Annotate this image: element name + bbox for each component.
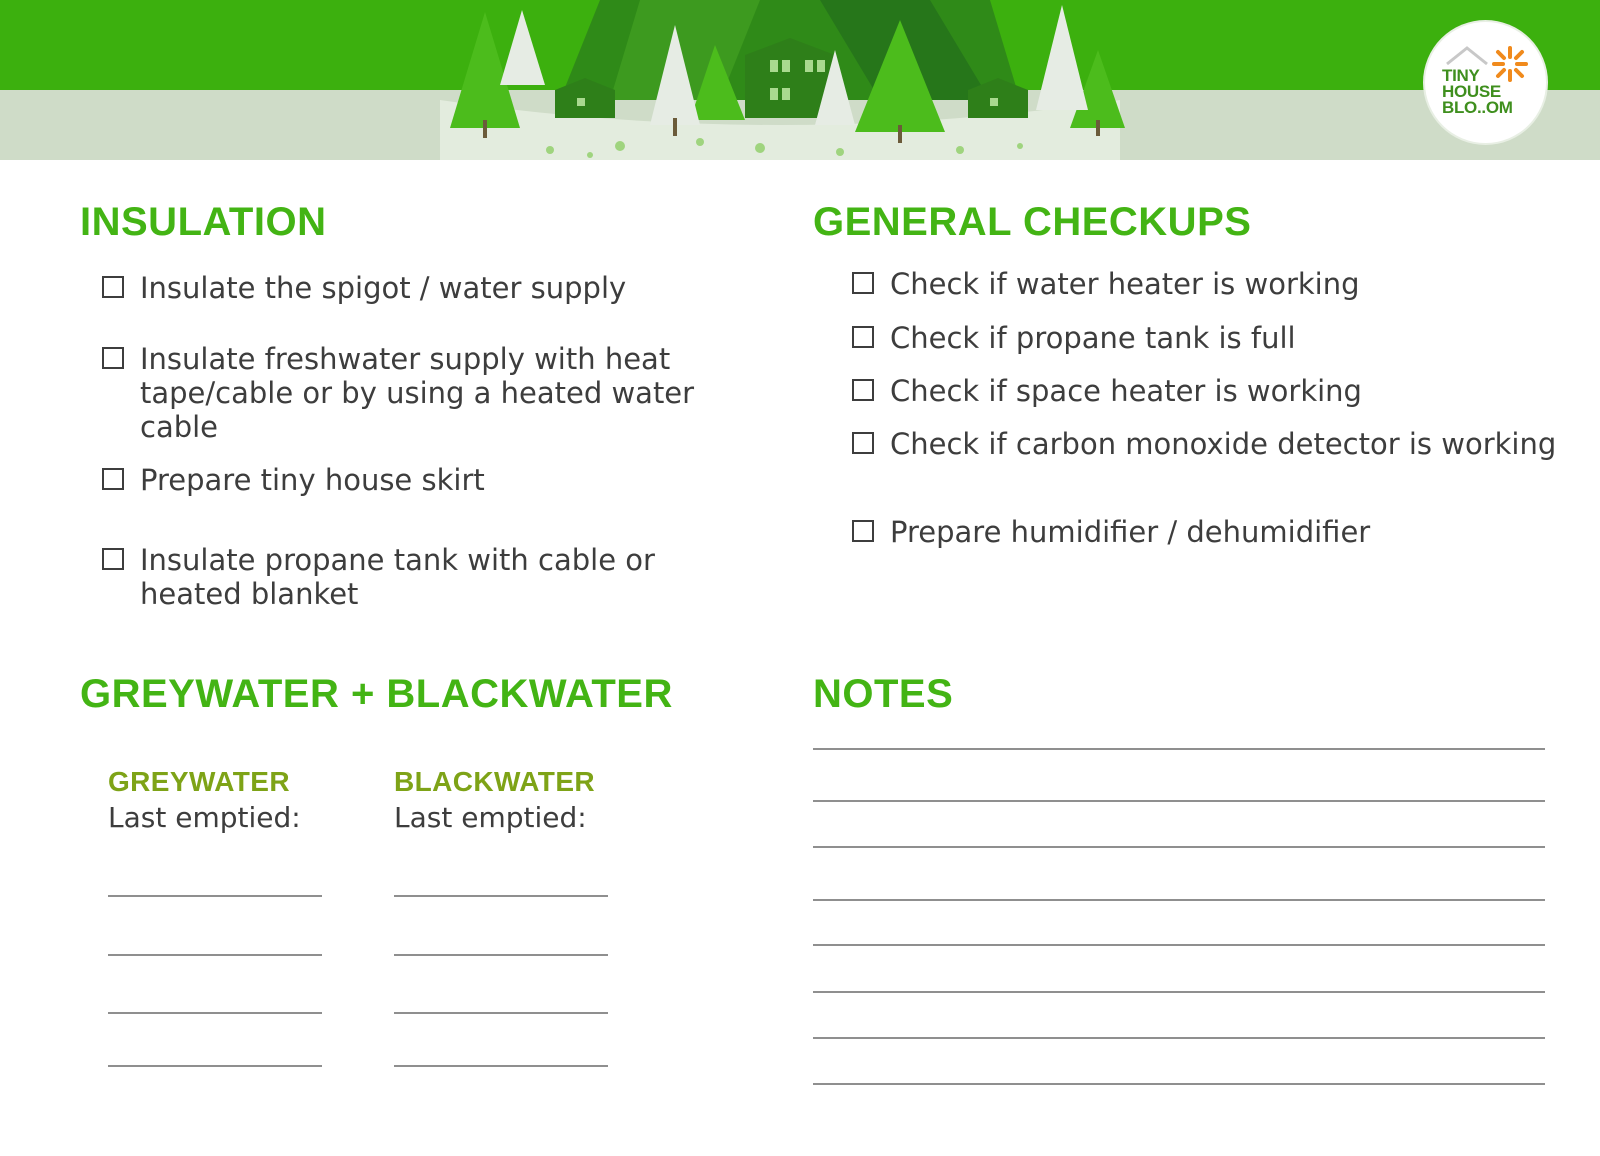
- checklist-item-label: Check if water heater is working: [890, 267, 1360, 301]
- header-banner: [0, 0, 1600, 160]
- checkbox[interactable]: [852, 379, 874, 401]
- checklist-item-insulate-propane[interactable]: [102, 543, 742, 611]
- checkbox[interactable]: [102, 548, 124, 570]
- blackwater-date-line[interactable]: [394, 954, 608, 956]
- checklist-item-label: Prepare tiny house skirt: [140, 463, 485, 497]
- checklist-item-label: Check if carbon monoxide detector is working: [890, 427, 1557, 461]
- checklist-item-insulate-freshwater[interactable]: [102, 342, 742, 444]
- insulation-heading: INSULATION: [80, 200, 327, 244]
- checkbox[interactable]: [102, 276, 124, 298]
- notes-line[interactable]: [813, 1037, 1545, 1039]
- greywater-last-emptied-label: Last emptied:: [108, 801, 301, 834]
- checklist-item-label: Insulate freshwater supply with heat tape/cable or by using a heated water cable: [140, 342, 695, 444]
- checklist-item-propane-tank[interactable]: [852, 321, 1562, 355]
- tinyhouseblog-logo: [1425, 22, 1546, 143]
- notes-line[interactable]: [813, 944, 1545, 946]
- checkbox[interactable]: [852, 432, 874, 454]
- greywater-date-line[interactable]: [108, 1065, 322, 1067]
- notes-line[interactable]: [813, 899, 1545, 901]
- checkbox[interactable]: [852, 520, 874, 542]
- greywater-date-line[interactable]: [108, 1012, 322, 1014]
- checklist-item-label: Check if space heater is working: [890, 374, 1362, 408]
- checklist-item-co-detector[interactable]: [852, 427, 1562, 461]
- greywater-subheading: GREYWATER: [108, 766, 290, 797]
- checkbox[interactable]: [852, 326, 874, 348]
- blackwater-last-emptied-label: Last emptied:: [394, 801, 587, 834]
- notes-line[interactable]: [813, 846, 1545, 848]
- checklist-item-label: Prepare humidifier / dehumidifier: [890, 515, 1371, 549]
- greywater-date-line[interactable]: [108, 954, 322, 956]
- house-roof-icon: [1445, 44, 1489, 66]
- checkbox[interactable]: [852, 272, 874, 294]
- checklist-item-label: Insulate the spigot / water supply: [140, 271, 627, 305]
- logo-text-line: BLO..OM: [1442, 98, 1513, 117]
- checklist-item-insulate-spigot[interactable]: [102, 271, 742, 305]
- checkbox[interactable]: [102, 347, 124, 369]
- notes-heading: NOTES: [813, 672, 954, 716]
- blackwater-date-line[interactable]: [394, 1012, 608, 1014]
- checklist-item-space-heater[interactable]: [852, 374, 1562, 408]
- notes-line[interactable]: [813, 1083, 1545, 1085]
- logo-text-line: TINY: [1442, 66, 1480, 85]
- checklist-item-label: Check if propane tank is full: [890, 321, 1296, 355]
- notes-line[interactable]: [813, 991, 1545, 993]
- checklist-item-humidifier[interactable]: [852, 515, 1562, 549]
- greywater-date-line[interactable]: [108, 895, 322, 897]
- notes-line[interactable]: [813, 748, 1545, 750]
- checklist-item-label: Insulate propane tank with cable or heated blanket: [140, 543, 655, 611]
- blackwater-date-line[interactable]: [394, 895, 608, 897]
- blackwater-date-line[interactable]: [394, 1065, 608, 1067]
- blackwater-subheading: BLACKWATER: [394, 766, 596, 797]
- checklist-item-water-heater[interactable]: [852, 267, 1562, 301]
- forest-scene-illustration: [0, 0, 1600, 160]
- general-checkups-heading: GENERAL CHECKUPS: [813, 200, 1252, 244]
- greywater-blackwater-heading: GREYWATER + BLACKWATER: [80, 672, 673, 716]
- checkbox[interactable]: [102, 468, 124, 490]
- checklist-item-house-skirt[interactable]: [102, 463, 742, 497]
- notes-line[interactable]: [813, 800, 1545, 802]
- logo-text-line: HOUSE: [1442, 82, 1501, 101]
